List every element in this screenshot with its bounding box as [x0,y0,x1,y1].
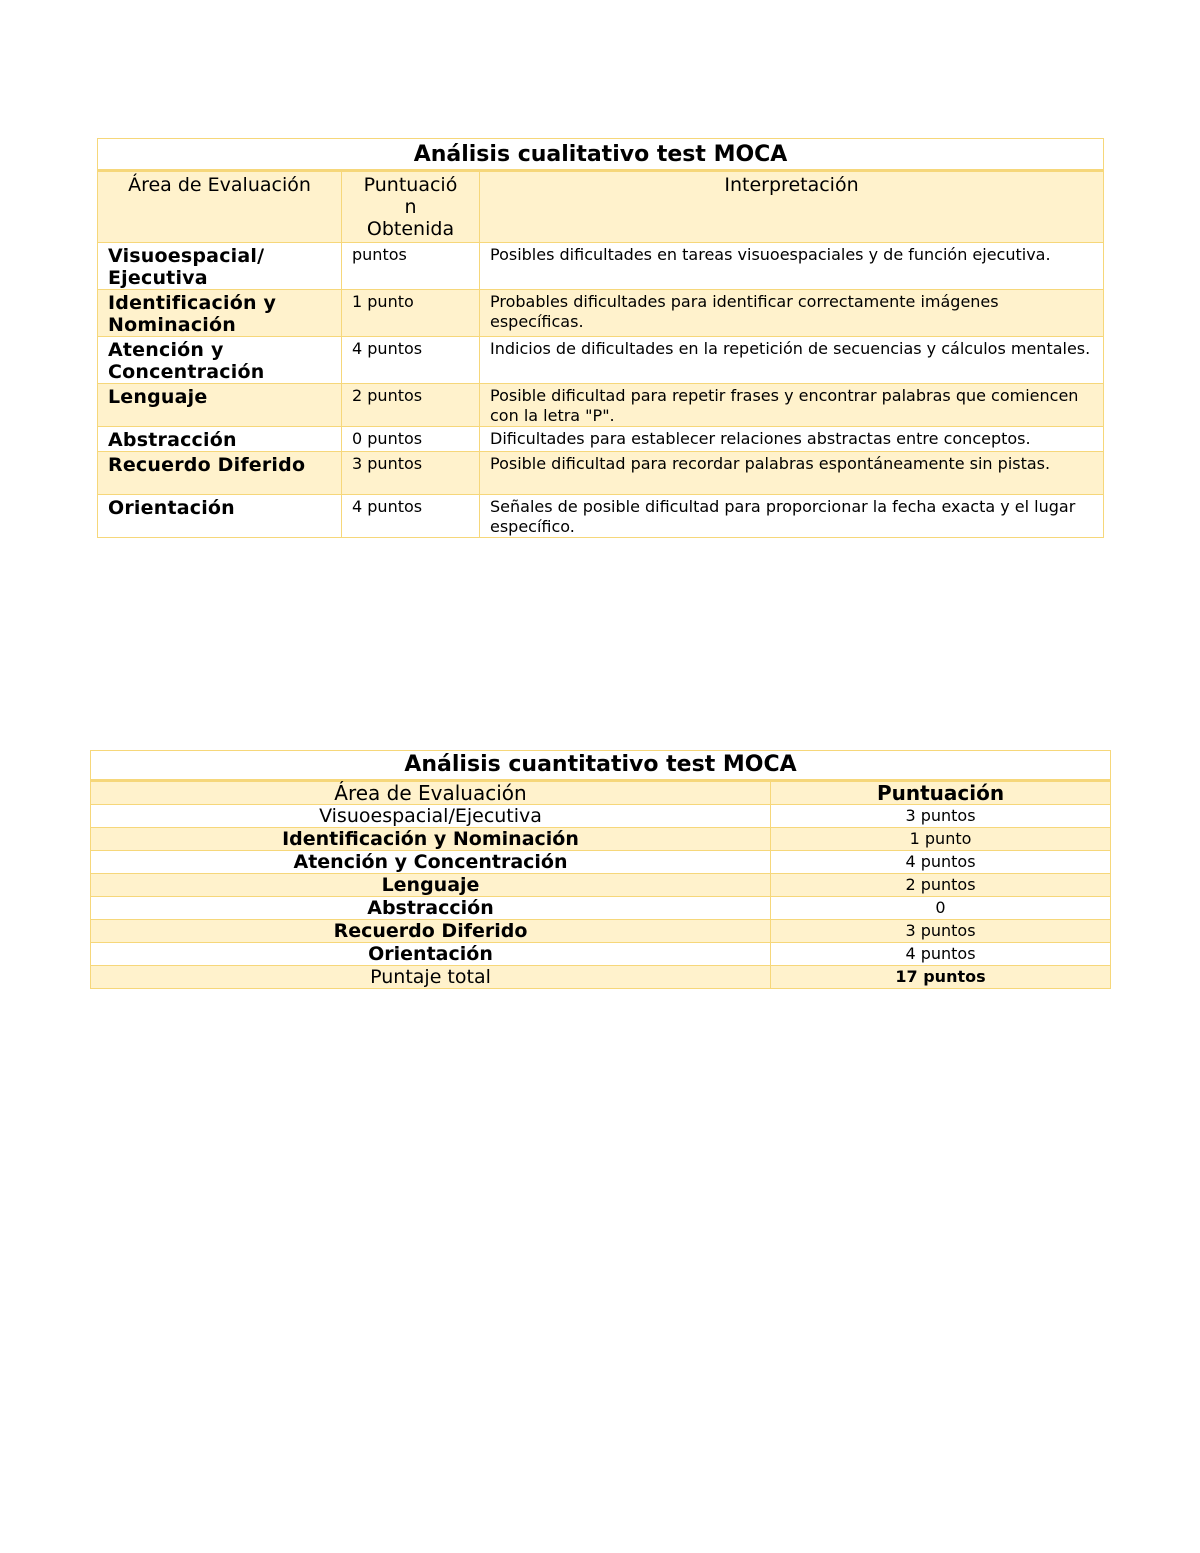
table-row [91,805,1111,828]
score-cell: 1 punto [342,290,480,337]
header-interpretation: Interpretación [480,171,1104,243]
table-row [98,243,1104,290]
table-row [98,452,1104,495]
table-row [98,384,1104,427]
table-row [91,920,1111,943]
quantitative-title-row [91,751,1111,781]
interpretation-cell: Posible dificultad para recordar palabras espontáneamente sin pistas. [480,452,1104,495]
area-cell: Lenguaje [98,384,342,427]
quantitative-title: Análisis cuantitativo test MOCA [91,751,1111,781]
interpretation-cell: Posibles dificultades en tareas visuoespaciales y de función ejecutiva. [480,243,1104,290]
table-row [98,427,1104,452]
area-cell: Atención y Concentración [98,337,342,384]
score-cell: 2 puntos [771,874,1111,897]
interpretation-cell: Probables dificultades para identificar correctamente imágenes específicas. [480,290,1104,337]
area-cell: Abstracción [91,897,771,920]
total-score: 17 puntos [771,966,1111,989]
table-row [98,495,1104,538]
area-cell: Identificación y Nominación [91,828,771,851]
qualitative-header-row [98,171,1104,243]
table-row [91,828,1111,851]
score-cell: 3 puntos [771,805,1111,828]
score-cell: 4 puntos [771,851,1111,874]
area-cell: Recuerdo Diferido [98,452,342,495]
table-row [91,943,1111,966]
score-cell: 4 puntos [342,337,480,384]
qualitative-table [97,138,1104,538]
area-cell: Orientación [91,943,771,966]
interpretation-cell: Señales de posible dificultad para proporcionar la fecha exacta y el lugar específico. [480,495,1104,538]
total-label: Puntaje total [91,966,771,989]
interpretation-cell: Posible dificultad para repetir frases y encontrar palabras que comiencen con la letra "P". [480,384,1104,427]
area-cell: Atención y Concentración [91,851,771,874]
score-cell: 1 punto [771,828,1111,851]
score-cell: 2 puntos [342,384,480,427]
header-area: Área de Evaluación [91,781,771,805]
table-row [98,337,1104,384]
score-cell: 4 puntos [771,943,1111,966]
area-cell: Orientación [98,495,342,538]
table-row [91,874,1111,897]
qualitative-title-row [98,139,1104,171]
area-cell: Visuoespacial/ Ejecutiva [98,243,342,290]
header-score: Puntuació n Obtenida [342,171,480,243]
score-cell: puntos [342,243,480,290]
header-score: Puntuación [771,781,1111,805]
area-cell: Lenguaje [91,874,771,897]
quantitative-header-row [91,781,1111,805]
area-cell: Visuoespacial/Ejecutiva [91,805,771,828]
table-row [91,897,1111,920]
area-cell: Identificación y Nominación [98,290,342,337]
score-cell: 3 puntos [771,920,1111,943]
interpretation-cell: Dificultades para establecer relaciones abstractas entre conceptos. [480,427,1104,452]
score-cell: 4 puntos [342,495,480,538]
qualitative-title: Análisis cualitativo test MOCA [98,139,1104,171]
area-cell: Recuerdo Diferido [91,920,771,943]
score-cell: 3 puntos [342,452,480,495]
table-row [98,290,1104,337]
score-cell: 0 puntos [342,427,480,452]
total-row [91,966,1111,989]
interpretation-cell: Indicios de dificultades en la repetición de secuencias y cálculos mentales. [480,337,1104,384]
quantitative-table [90,750,1111,989]
score-cell: 0 [771,897,1111,920]
header-area: Área de Evaluación [98,171,342,243]
area-cell: Abstracción [98,427,342,452]
table-row [91,851,1111,874]
